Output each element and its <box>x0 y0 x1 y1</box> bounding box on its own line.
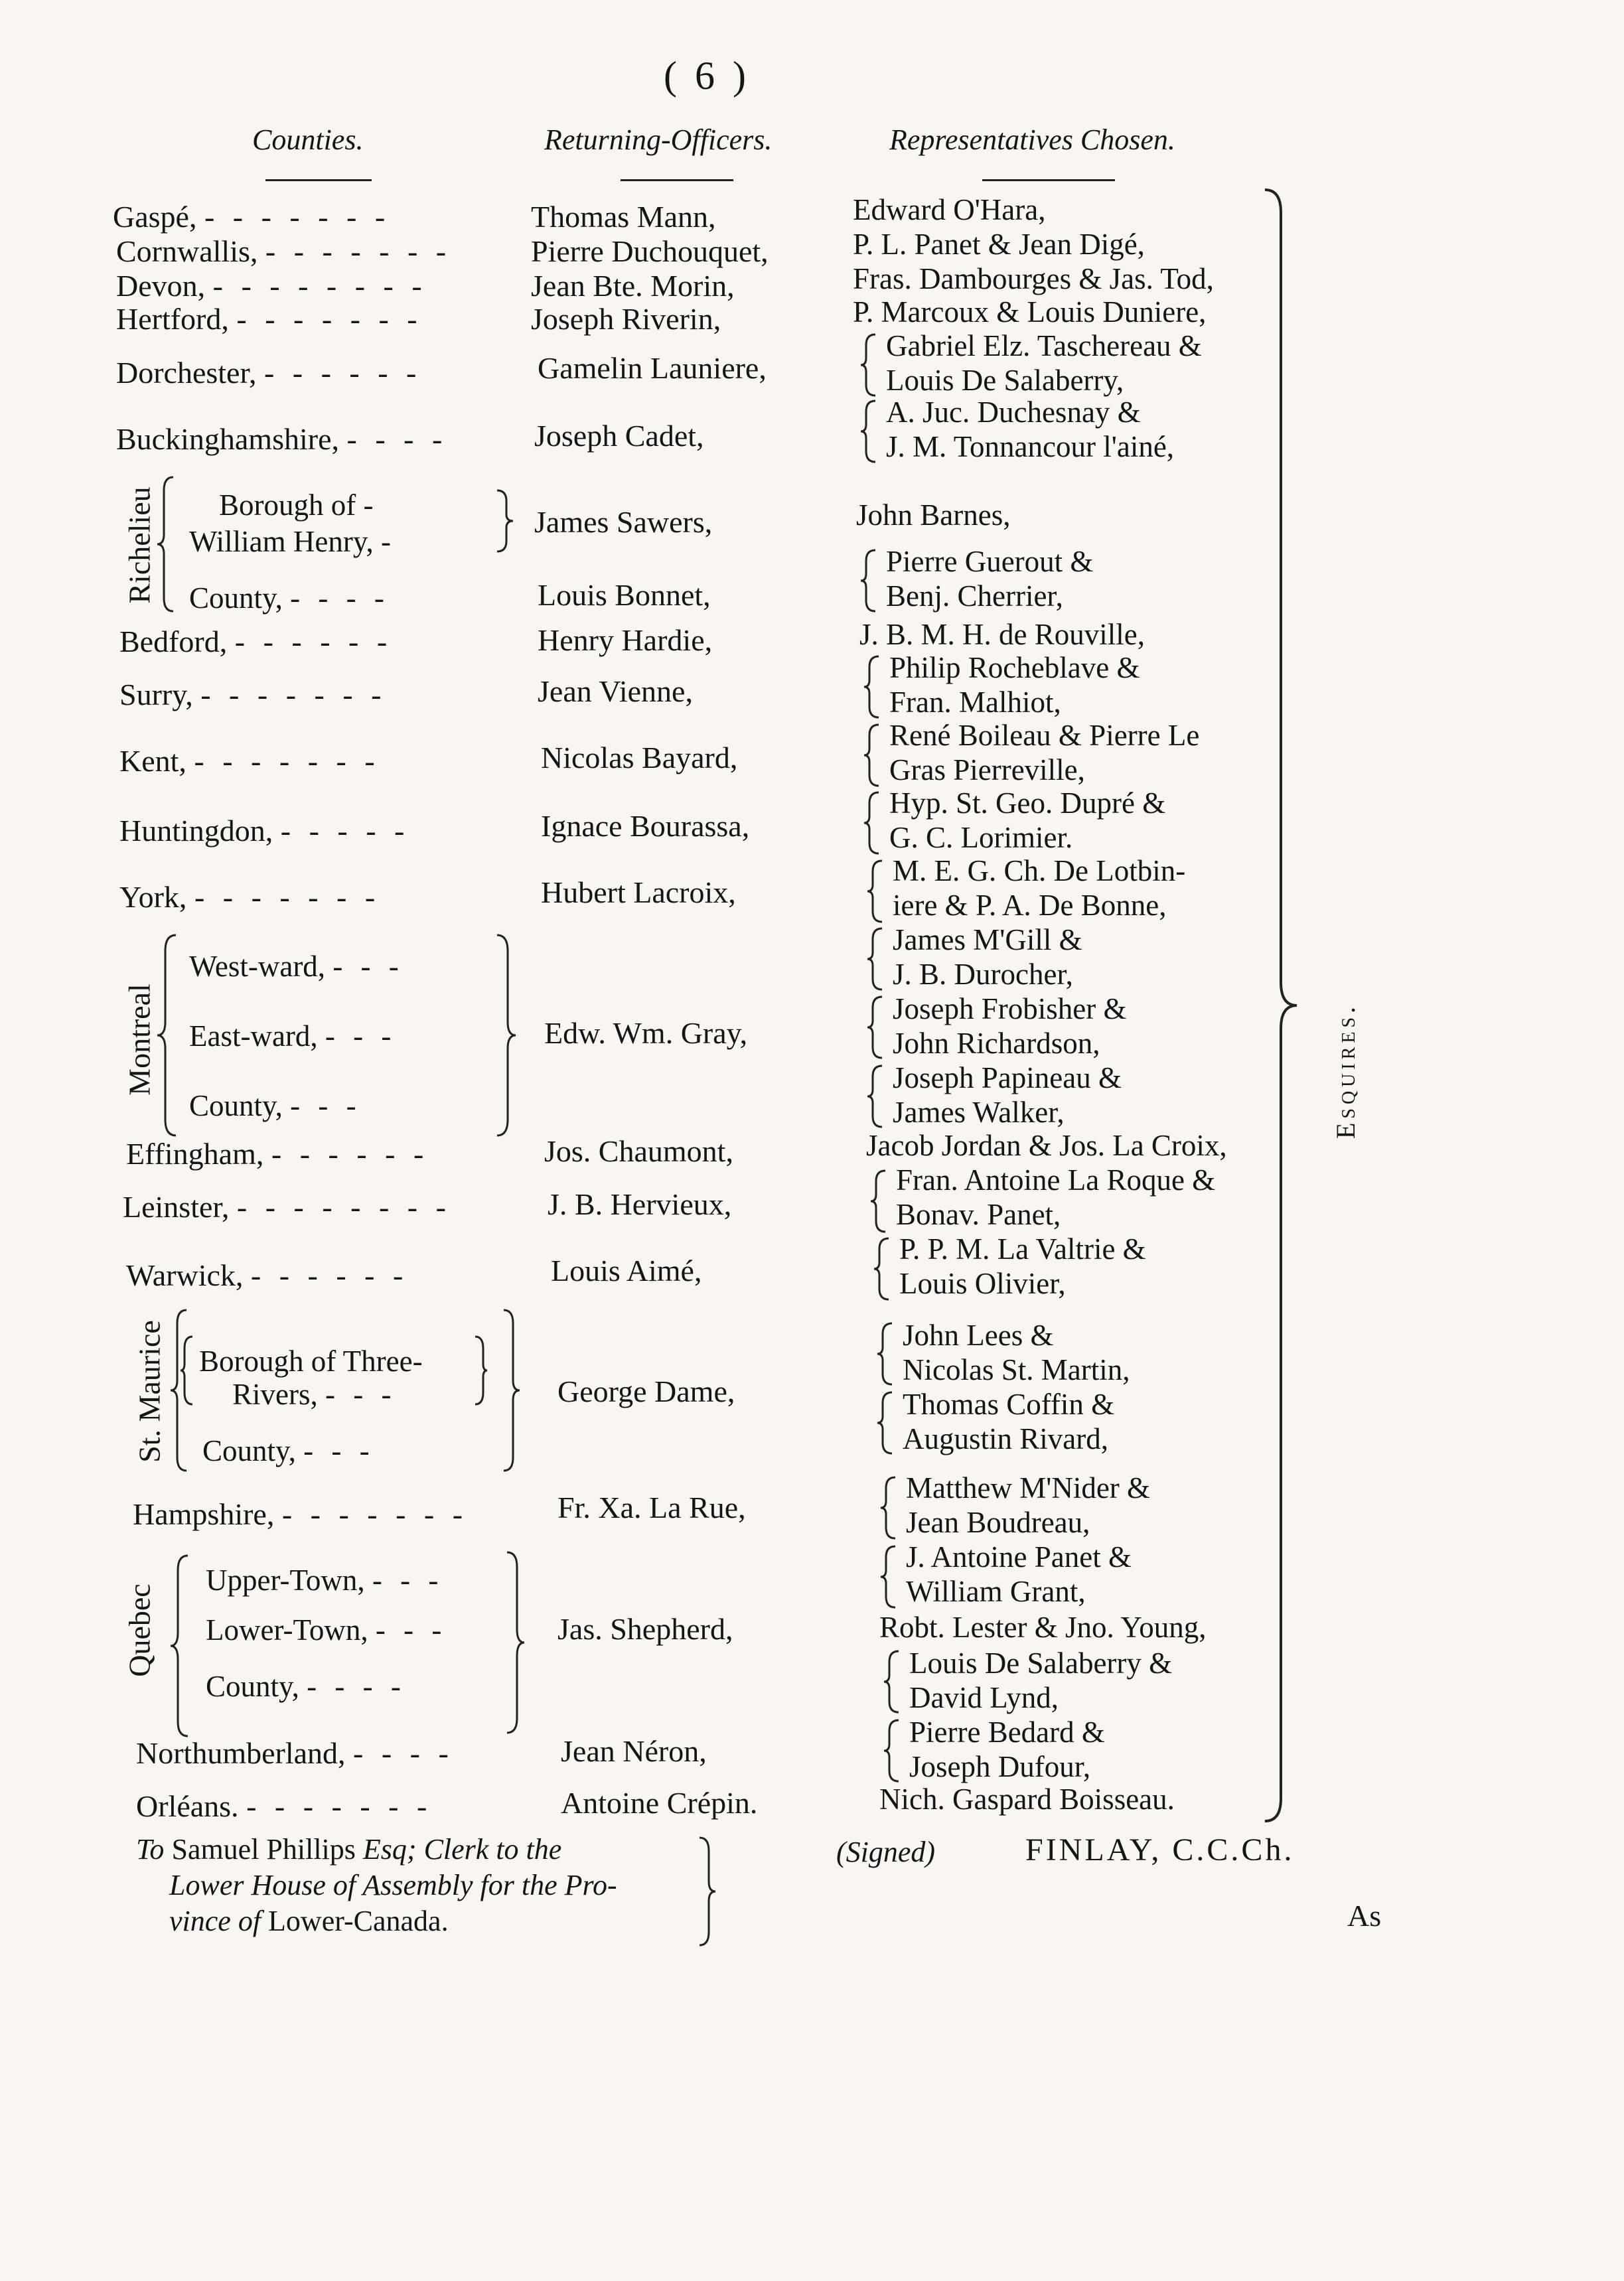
representative: Louis Olivier, <box>899 1267 1066 1300</box>
representative: Thomas Coffin & <box>903 1388 1115 1421</box>
representative: Fran. Malhiot, <box>889 686 1061 719</box>
header-returning-officers: Returning-Officers. <box>544 123 773 156</box>
brace <box>863 654 883 720</box>
representative: iere & P. A. De Bonne, <box>893 889 1167 922</box>
brace <box>879 1544 899 1610</box>
representative: René Boileau & Pierre Le <box>889 719 1200 752</box>
county-name: Warwick, - - - - - - <box>126 1258 409 1292</box>
brace <box>494 932 517 1138</box>
representative: Fras. Dambourges & Jas. Tod, <box>853 262 1214 295</box>
brace <box>873 1236 893 1302</box>
returning-officer: Nicolas Bayard, <box>541 741 738 774</box>
brace <box>883 1649 903 1715</box>
sub-division-label: County, - - - <box>202 1434 375 1467</box>
returning-officer: James Sawers, <box>534 505 713 539</box>
signature: FINLAY, C.C.Ch. <box>1025 1832 1295 1868</box>
group-label-richelieu: Richelieu <box>122 486 157 604</box>
representative: Robt. Lester & Jno. Young, <box>879 1611 1207 1644</box>
county-name: Buckinghamshire, - - - - <box>116 422 448 456</box>
county-name: Huntingdon, - - - - - <box>119 814 410 847</box>
representative: Benj. Cherrier, <box>886 579 1063 613</box>
brace <box>169 1553 190 1739</box>
returning-officer: Edw. Wm. Gray, <box>544 1016 748 1050</box>
representative: Gabriel Elz. Taschereau & <box>886 329 1202 362</box>
signed-label: (Signed) <box>836 1836 936 1868</box>
returning-officer: Gamelin Launiere, <box>538 351 767 385</box>
returning-officer: Thomas Mann, <box>531 200 716 234</box>
brace <box>859 548 879 614</box>
representative: Augustin Rivard, <box>903 1422 1108 1455</box>
representative: Louis De Salaberry, <box>886 364 1124 397</box>
returning-officer: Joseph Cadet, <box>534 419 704 453</box>
brace <box>179 1334 195 1407</box>
returning-officer: Jos. Chaumont, <box>544 1134 733 1168</box>
header-representatives: Representatives Chosen. <box>889 123 1175 156</box>
brace <box>866 994 886 1061</box>
group-label-montreal: Montreal <box>122 984 157 1096</box>
representative: John Richardson, <box>893 1027 1100 1060</box>
returning-officer: Pierre Duchouquet, <box>531 234 769 268</box>
county-name: Dorchester, - - - - - - <box>116 356 422 390</box>
returning-officer: George Dame, <box>557 1374 735 1408</box>
brace <box>866 1063 886 1130</box>
county-name: Hertford, - - - - - - - <box>116 302 423 336</box>
county-name: Hampshire, - - - - - - - <box>133 1497 469 1531</box>
county-name: Cornwallis, - - - - - - - <box>116 234 452 268</box>
returning-officer: Fr. Xa. La Rue, <box>557 1491 746 1524</box>
sub-division-label: Rivers, - - - <box>232 1378 397 1411</box>
sub-division-label: County, - - - - <box>206 1670 406 1703</box>
representative: Joseph Papineau & <box>893 1061 1122 1094</box>
returning-officer: Louis Aimé, <box>551 1254 702 1288</box>
returning-officer: J. B. Hervieux, <box>548 1187 732 1221</box>
group-label-st-maurice: St. Maurice <box>132 1320 167 1463</box>
representative: Matthew M'Nider & <box>906 1471 1151 1505</box>
representative: J. Antoine Panet & <box>906 1540 1132 1574</box>
brace <box>863 790 883 856</box>
returning-officer: Joseph Riverin, <box>531 302 721 336</box>
county-name: Devon, - - - - - - - - <box>116 269 427 303</box>
representative: Gras Pierreville, <box>889 753 1085 786</box>
brace <box>156 932 179 1138</box>
header-rule <box>265 179 372 181</box>
catchword: As <box>1347 1899 1382 1933</box>
county-name: Surry, - - - - - - - <box>119 678 387 711</box>
county-name: Effingham, - - - - - - <box>126 1137 429 1171</box>
brace <box>859 332 879 398</box>
representative: Bonav. Panet, <box>896 1198 1061 1231</box>
addressee-block: To Samuel Phillips Esq; Clerk to the Lower House of Assembly for the Pro- vince of Lower-Canada. <box>136 1833 617 1937</box>
representative: Louis De Salaberry & <box>909 1647 1173 1680</box>
representative: M. E. G. Ch. De Lotbin- <box>893 854 1186 887</box>
returning-officer: Jean Vienne, <box>538 674 693 708</box>
representative: Jacob Jordan & Jos. La Croix, <box>866 1129 1227 1162</box>
page-number: ( 6 ) <box>664 54 750 98</box>
brace <box>1261 186 1301 1825</box>
brace <box>879 1475 899 1541</box>
brace <box>156 475 176 614</box>
header-rule <box>982 179 1115 181</box>
county-name: Bedford, - - - - - - <box>119 625 393 658</box>
representative: P. L. Panet & Jean Digé, <box>853 228 1145 261</box>
brace <box>883 1718 903 1784</box>
sub-division-label: Lower-Town, - - - <box>206 1613 447 1647</box>
brace <box>859 398 879 465</box>
representative: John Barnes, <box>856 498 1011 532</box>
sub-division-label: Borough of Three- <box>199 1345 423 1378</box>
returning-officer: Jean Néron, <box>561 1734 707 1768</box>
brace <box>863 722 883 788</box>
county-name: Kent, - - - - - - - <box>119 744 380 778</box>
representative: A. Juc. Duchesnay & <box>886 396 1141 429</box>
sub-division-label: County, - - - <box>189 1089 362 1122</box>
returning-officer: Ignace Bourassa, <box>541 809 750 843</box>
returning-officer: Antoine Crépin. <box>561 1786 758 1820</box>
header-counties: Counties. <box>252 123 364 156</box>
representative: John Lees & <box>903 1319 1054 1352</box>
county-name: Gaspé, - - - - - - - <box>113 200 391 234</box>
county-name: York, - - - - - - - <box>119 880 381 914</box>
sub-division-label: East-ward, - - - <box>189 1019 397 1053</box>
representative: Joseph Dufour, <box>909 1750 1091 1783</box>
returning-officer: Henry Hardie, <box>538 623 713 657</box>
returning-officer: Jean Bte. Morin, <box>531 269 735 303</box>
representative: G. C. Lorimier. <box>889 821 1073 854</box>
representative: P. P. M. La Valtrie & <box>899 1232 1146 1266</box>
brace <box>697 1835 717 1948</box>
representative: J. B. Durocher, <box>893 958 1073 991</box>
representative: Philip Rocheblave & <box>889 651 1140 684</box>
brace <box>866 926 886 992</box>
county-name: Orléans. - - - - - - - <box>136 1789 433 1823</box>
returning-officer: Louis Bonnet, <box>538 578 711 612</box>
representative: P. Marcoux & Louis Duniere, <box>853 295 1207 329</box>
representative: Nicolas St. Martin, <box>903 1353 1130 1386</box>
county-name: Northumberland, - - - - <box>136 1736 454 1770</box>
returning-officer: Hubert Lacroix, <box>541 875 736 909</box>
returning-officer: Jas. Shepherd, <box>557 1612 733 1646</box>
sub-division-label: West-ward, - - - <box>189 950 404 983</box>
representative: J. B. M. H. de Rouville, <box>859 618 1145 651</box>
brace <box>501 1307 521 1473</box>
representative: Pierre Guerout & <box>886 545 1094 578</box>
representative: James M'Gill & <box>893 923 1082 956</box>
representative: David Lynd, <box>909 1681 1059 1714</box>
brace <box>876 1321 896 1387</box>
brace <box>504 1550 526 1735</box>
brace <box>876 1390 896 1456</box>
representative: Joseph Frobisher & <box>893 992 1127 1025</box>
brace <box>494 488 514 554</box>
representative: Pierre Bedard & <box>909 1716 1105 1749</box>
brace <box>869 1168 889 1234</box>
header-rule <box>621 179 733 181</box>
group-label-quebec: Quebec <box>122 1583 157 1677</box>
sub-division-label: County, - - - - <box>189 581 390 615</box>
county-name: Leinster, - - - - - - - - <box>123 1190 451 1224</box>
sub-division-label: William Henry, - <box>189 525 396 558</box>
representative: J. M. Tonnancour l'ainé, <box>886 430 1175 463</box>
representative: Fran. Antoine La Roque & <box>896 1163 1216 1197</box>
representative: James Walker, <box>893 1096 1065 1129</box>
representative: Nich. Gaspard Boisseau. <box>879 1783 1175 1816</box>
brace <box>866 858 886 924</box>
esquires-label: Esquires. <box>1331 1002 1361 1140</box>
sub-division-label: Upper-Town, - - - <box>206 1564 444 1597</box>
representative: Hyp. St. Geo. Dupré & <box>889 786 1166 820</box>
representative: William Grant, <box>906 1575 1086 1608</box>
brace <box>473 1334 488 1407</box>
representative: Edward O'Hara, <box>853 193 1046 226</box>
sub-division-label: Borough of - <box>219 488 379 522</box>
representative: Jean Boudreau, <box>906 1506 1090 1539</box>
